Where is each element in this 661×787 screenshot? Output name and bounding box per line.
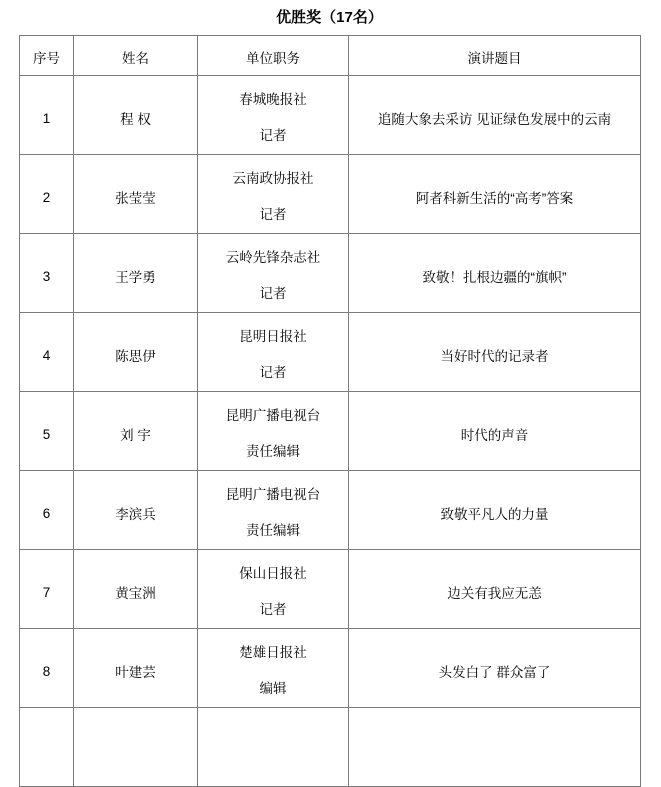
cell-org-position: [198, 392, 349, 471]
position-line: 责任编辑: [246, 523, 300, 538]
cell-topic: 边关有我应无恙: [349, 550, 641, 629]
cell-serial: 5: [20, 392, 74, 471]
header-org: 单位职务: [198, 36, 349, 76]
position-line: 记者: [259, 207, 287, 222]
cell-serial: 6: [20, 471, 74, 550]
table-header-row: [20, 36, 641, 76]
table-row: [20, 155, 641, 234]
cell-serial: 8: [20, 629, 74, 708]
cell-topic: 致敬平凡人的力量: [349, 471, 641, 550]
org-name-line: 昆明广播电视台: [225, 408, 321, 423]
page-title: 优胜奖（17名）: [276, 9, 383, 26]
award-table: [19, 35, 641, 787]
org-name-line: 云岭先锋杂志社: [225, 250, 321, 265]
header-topic: 演讲题目: [349, 36, 641, 76]
cell-serial: 7: [20, 550, 74, 629]
table-row: [20, 313, 641, 392]
cell-topic: 追随大象去采访 见证绿色发展中的云南: [349, 76, 641, 155]
cell-name: [74, 708, 198, 787]
cell-serial: 2: [20, 155, 74, 234]
cell-topic: 头发白了 群众富了: [349, 629, 641, 708]
cell-name: 刘 宇: [74, 392, 198, 471]
table-row: [20, 76, 641, 155]
cell-org-position: [198, 155, 349, 234]
position-line: 记者: [259, 128, 287, 143]
position-line: 编辑: [259, 681, 287, 696]
cell-name: 陈思伊: [74, 313, 198, 392]
cell-name: 李滨兵: [74, 471, 198, 550]
cell-org-position: [198, 708, 349, 787]
table-row: [20, 629, 641, 708]
cell-org-position: [198, 76, 349, 155]
position-line: 记者: [259, 286, 287, 301]
header-name: 姓名: [74, 36, 198, 76]
cell-serial: 1: [20, 76, 74, 155]
cell-name: 张莹莹: [74, 155, 198, 234]
org-name-line: 昆明广播电视台: [225, 487, 321, 502]
cell-topic: 当好时代的记录者: [349, 313, 641, 392]
org-name-line: 云南政协报社: [232, 171, 314, 186]
cell-name: 黄宝洲: [74, 550, 198, 629]
position-line: 记者: [259, 365, 287, 380]
cell-org-position: [198, 471, 349, 550]
cell-topic: 阿者科新生活的“高考”答案: [349, 155, 641, 234]
cell-serial: [20, 708, 74, 787]
table-row-partial: [20, 708, 641, 787]
table-row: [20, 234, 641, 313]
cell-org-position: [198, 234, 349, 313]
table-row: [20, 471, 641, 550]
document-page: [0, 8, 661, 787]
position-line: 责任编辑: [246, 444, 300, 459]
cell-topic: 致敬！扎根边疆的“旗帜”: [349, 234, 641, 313]
cell-serial: 3: [20, 234, 74, 313]
org-name-line: 保山日报社: [239, 566, 307, 581]
org-name-line: 楚雄日报社: [239, 645, 307, 660]
table-row: [20, 392, 641, 471]
org-name-line: 昆明日报社: [239, 329, 307, 344]
table-row: [20, 550, 641, 629]
header-serial: 序号: [20, 36, 74, 76]
org-name-line: 春城晚报社: [239, 92, 307, 107]
cell-org-position: [198, 629, 349, 708]
cell-name: 程 权: [74, 76, 198, 155]
cell-name: 王学勇: [74, 234, 198, 313]
position-line: 记者: [259, 602, 287, 617]
cell-serial: 4: [20, 313, 74, 392]
cell-name: 叶建芸: [74, 629, 198, 708]
cell-org-position: [198, 313, 349, 392]
cell-topic: [349, 708, 641, 787]
cell-topic: 时代的声音: [349, 392, 641, 471]
cell-org-position: [198, 550, 349, 629]
